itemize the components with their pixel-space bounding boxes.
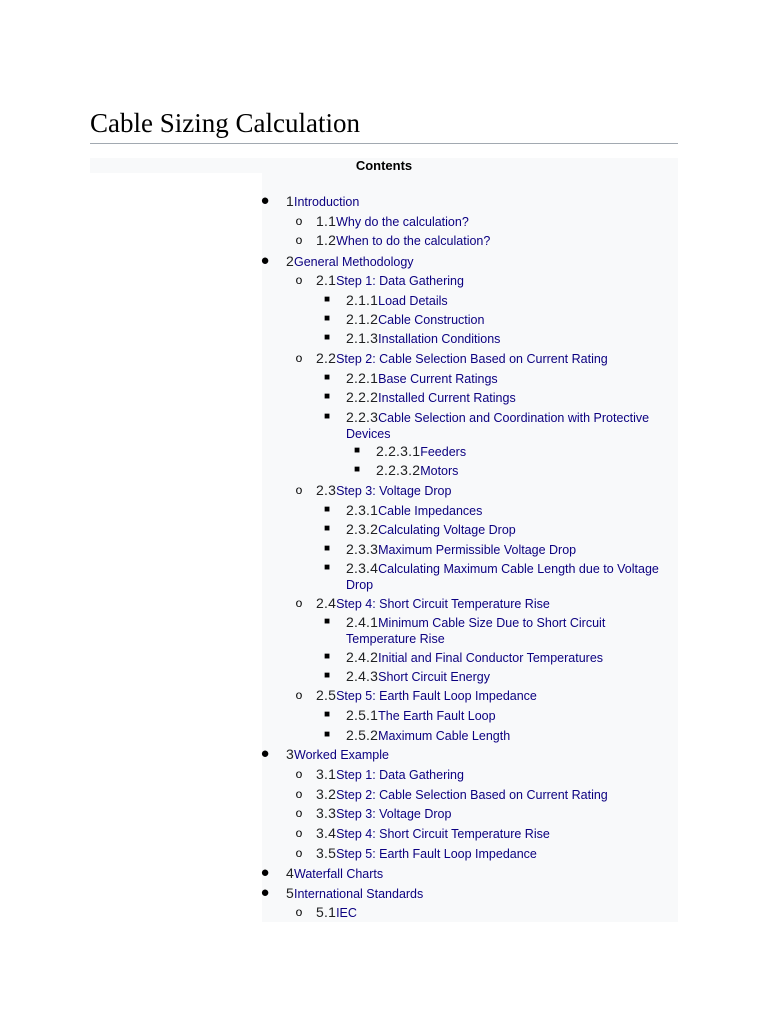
toc-item[interactable]: o 1.1Why do the calculation? [316, 213, 678, 231]
toc-item[interactable]: o 3.4Step 4: Short Circuit Temperature Rise [316, 825, 678, 843]
toc-item[interactable]: ■ 2.2.3.2Motors [376, 462, 666, 480]
circle-bullet-icon: o [295, 826, 303, 840]
square-bullet-icon: ■ [323, 670, 331, 681]
disc-bullet-icon: ● [260, 192, 270, 209]
toc-item[interactable]: o 2.2Step 2: Cable Selection Based on Current Rating [316, 350, 678, 368]
square-bullet-icon: ■ [353, 464, 361, 475]
square-bullet-icon: ■ [323, 709, 331, 720]
square-bullet-icon: ■ [323, 313, 331, 324]
toc-item[interactable]: o 2.1Step 1: Data Gathering [316, 272, 678, 290]
square-bullet-icon: ■ [353, 445, 361, 456]
square-bullet-icon: ■ [323, 391, 331, 402]
square-bullet-icon: ■ [323, 332, 331, 343]
toc-item[interactable]: o 3.2Step 2: Cable Selection Based on Current Rating [316, 786, 678, 804]
toc-item[interactable]: ■ 2.5.2Maximum Cable Length [346, 727, 666, 745]
circle-bullet-icon: o [295, 483, 303, 497]
toc-item[interactable]: ● 3Worked Example [260, 745, 389, 762]
toc-item[interactable]: o 2.4Step 4: Short Circuit Temperature Rise [316, 595, 678, 613]
square-bullet-icon: ■ [323, 543, 331, 554]
toc-item[interactable]: ● 4Waterfall Charts [260, 864, 384, 881]
circle-bullet-icon: o [295, 767, 303, 781]
circle-bullet-icon: o [295, 351, 303, 365]
toc-item[interactable]: ■ 2.2.1Base Current Ratings [346, 370, 666, 388]
square-bullet-icon: ■ [323, 504, 331, 515]
toc-item[interactable]: ■ 2.3.4Calculating Maximum Cable Length due to Voltage Drop [346, 560, 666, 594]
toc-item[interactable]: ■ 2.1.2Cable Construction [346, 311, 666, 329]
square-bullet-icon: ■ [323, 294, 331, 305]
circle-bullet-icon: o [295, 273, 303, 287]
square-bullet-icon: ■ [323, 562, 331, 573]
toc-item[interactable]: o 3.5Step 5: Earth Fault Loop Impedance [316, 845, 678, 863]
toc-heading: Contents [355, 158, 413, 173]
toc-item[interactable]: ■ 2.4.1Minimum Cable Size Due to Short Circuit Temperature Rise [346, 614, 666, 648]
circle-bullet-icon: o [295, 688, 303, 702]
toc-item[interactable]: o 5.1IEC [316, 904, 678, 922]
toc-item[interactable]: o 2.5Step 5: Earth Fault Loop Impedance [316, 687, 678, 705]
toc-item[interactable]: o 3.1Step 1: Data Gathering [316, 766, 678, 784]
square-bullet-icon: ■ [323, 651, 331, 662]
toc-item[interactable]: ● 1Introduction [260, 192, 360, 209]
square-bullet-icon: ■ [323, 616, 331, 627]
disc-bullet-icon: ● [260, 864, 270, 881]
circle-bullet-icon: o [295, 214, 303, 228]
toc-item[interactable]: ■ 2.4.2Initial and Final Conductor Temperatures [346, 649, 666, 667]
circle-bullet-icon: o [295, 846, 303, 860]
disc-bullet-icon: ● [260, 884, 270, 901]
square-bullet-icon: ■ [323, 411, 331, 422]
toc-item[interactable]: ■ 2.3.3Maximum Permissible Voltage Drop [346, 541, 666, 559]
toc-item[interactable]: o 1.2When to do the calculation? [316, 232, 678, 250]
page-title: Cable Sizing Calculation [90, 108, 360, 138]
toc-item[interactable]: ■ 2.2.2Installed Current Ratings [346, 389, 666, 407]
toc-item[interactable]: ■ 2.4.3Short Circuit Energy [346, 668, 666, 686]
square-bullet-icon: ■ [323, 729, 331, 740]
disc-bullet-icon: ● [260, 252, 270, 269]
square-bullet-icon: ■ [323, 372, 331, 383]
toc-item[interactable]: o 2.3Step 3: Voltage Drop [316, 482, 678, 500]
circle-bullet-icon: o [295, 596, 303, 610]
toc-item[interactable]: ■ 2.2.3Cable Selection and Coordination with Protective Devices [346, 409, 666, 443]
toc-item[interactable]: ■ 2.2.3.1Feeders [376, 443, 666, 461]
toc-item[interactable]: ■ 2.3.2Calculating Voltage Drop [346, 521, 666, 539]
toc-item[interactable]: ■ 2.1.1Load Details [346, 292, 666, 310]
circle-bullet-icon: o [295, 905, 303, 919]
circle-bullet-icon: o [295, 233, 303, 247]
disc-bullet-icon: ● [260, 745, 270, 762]
toc-item[interactable]: ■ 2.5.1The Earth Fault Loop [346, 707, 666, 725]
square-bullet-icon: ■ [323, 523, 331, 534]
circle-bullet-icon: o [295, 787, 303, 801]
toc-item[interactable]: o 3.3Step 3: Voltage Drop [316, 805, 678, 823]
toc-item[interactable]: ■ 2.1.3Installation Conditions [346, 330, 666, 348]
circle-bullet-icon: o [295, 806, 303, 820]
toc-item[interactable]: ● 5International Standards [260, 884, 424, 901]
toc-item[interactable]: ● 2General Methodology [260, 252, 414, 269]
toc-item[interactable]: ■ 2.3.1Cable Impedances [346, 502, 666, 520]
